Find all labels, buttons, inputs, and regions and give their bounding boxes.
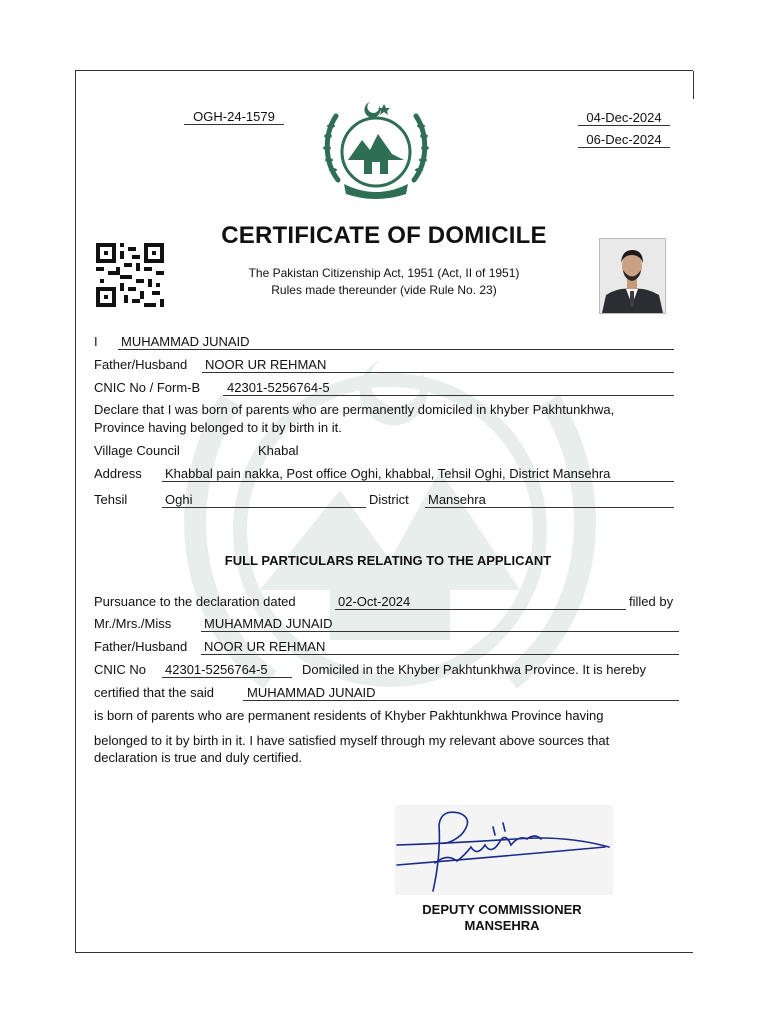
village-council-label: Village Council bbox=[94, 443, 180, 458]
body-text-line-2: belonged to it by birth in it. I have satisfied myself through my relevant above sources that bbox=[94, 733, 610, 748]
particulars-father-label: Father/Husband bbox=[94, 639, 188, 654]
signature bbox=[395, 805, 613, 895]
particulars-cnic-label: CNIC No bbox=[94, 662, 147, 677]
filled-by-label: filled by bbox=[629, 594, 674, 609]
father-husband-label: Father/Husband bbox=[94, 357, 188, 372]
certificate-title: CERTIFICATE OF DOMICILE bbox=[221, 222, 547, 249]
tehsil-label: Tehsil bbox=[94, 492, 128, 507]
particulars-father-name: NOOR UR REHMAN bbox=[201, 639, 679, 655]
reference-number: OGH-24-1579 bbox=[184, 109, 284, 125]
applicant-photo bbox=[599, 238, 666, 314]
address-label: Address bbox=[94, 466, 142, 481]
district-label: District bbox=[369, 492, 409, 507]
particulars-cnic: 42301-5256764-5 bbox=[162, 662, 292, 678]
domiciled-text: Domiciled in the Khyber Pakhtunkhwa Province. It is hereby bbox=[302, 662, 646, 677]
declaration-text-line-2: Province having belonged to it by birth in it. bbox=[94, 420, 342, 435]
body-text-line-3: declaration is true and duly certified. bbox=[94, 750, 303, 765]
kp-government-emblem bbox=[318, 96, 434, 204]
father-husband-name: NOOR UR REHMAN bbox=[202, 357, 674, 373]
issue-date: 04-Dec-2024 bbox=[578, 110, 670, 126]
certified-label: certified that the said bbox=[94, 685, 214, 700]
qr-code bbox=[96, 243, 164, 307]
body-text-line-1: is born of parents who are permanent residents of Khyber Pakhtunkhwa Province having bbox=[94, 708, 604, 723]
village-council-value: Khabal bbox=[258, 443, 299, 458]
declaration-text-line-1: Declare that I was born of parents who are permanently domiciled in khyber Pakhtunkhwa, bbox=[94, 402, 615, 417]
signatory-district: MANSEHRA bbox=[464, 918, 540, 933]
certified-name: MUHAMMAD JUNAID bbox=[243, 685, 679, 701]
rules-subtitle: Rules made thereunder (vide Rule No. 23) bbox=[271, 283, 497, 297]
salutation-label: Mr./Mrs./Miss bbox=[94, 616, 172, 631]
declaration-date: 02-Oct-2024 bbox=[335, 594, 626, 610]
cnic-number: 42301-5256764-5 bbox=[223, 380, 674, 396]
district-value: Mansehra bbox=[425, 492, 674, 508]
act-subtitle: The Pakistan Citizenship Act, 1951 (Act, II of 1951) bbox=[248, 266, 520, 280]
pursuance-label: Pursuance to the declaration dated bbox=[94, 594, 296, 609]
signatory-designation: DEPUTY COMMISSIONER bbox=[422, 902, 582, 917]
tehsil-value: Oghi bbox=[162, 492, 366, 508]
i-label: I bbox=[94, 334, 98, 349]
address-value: Khabbal pain nakka, Post office Oghi, khabbal, Tehsil Oghi, District Mansehra bbox=[162, 466, 674, 482]
print-date: 06-Dec-2024 bbox=[578, 132, 670, 148]
cnic-label: CNIC No / Form-B bbox=[94, 380, 201, 395]
declarant-name: MUHAMMAD JUNAID bbox=[118, 334, 674, 350]
applicant-name: MUHAMMAD JUNAID bbox=[201, 616, 679, 632]
particulars-heading: FULL PARTICULARS RELATING TO THE APPLICANT bbox=[224, 553, 552, 568]
